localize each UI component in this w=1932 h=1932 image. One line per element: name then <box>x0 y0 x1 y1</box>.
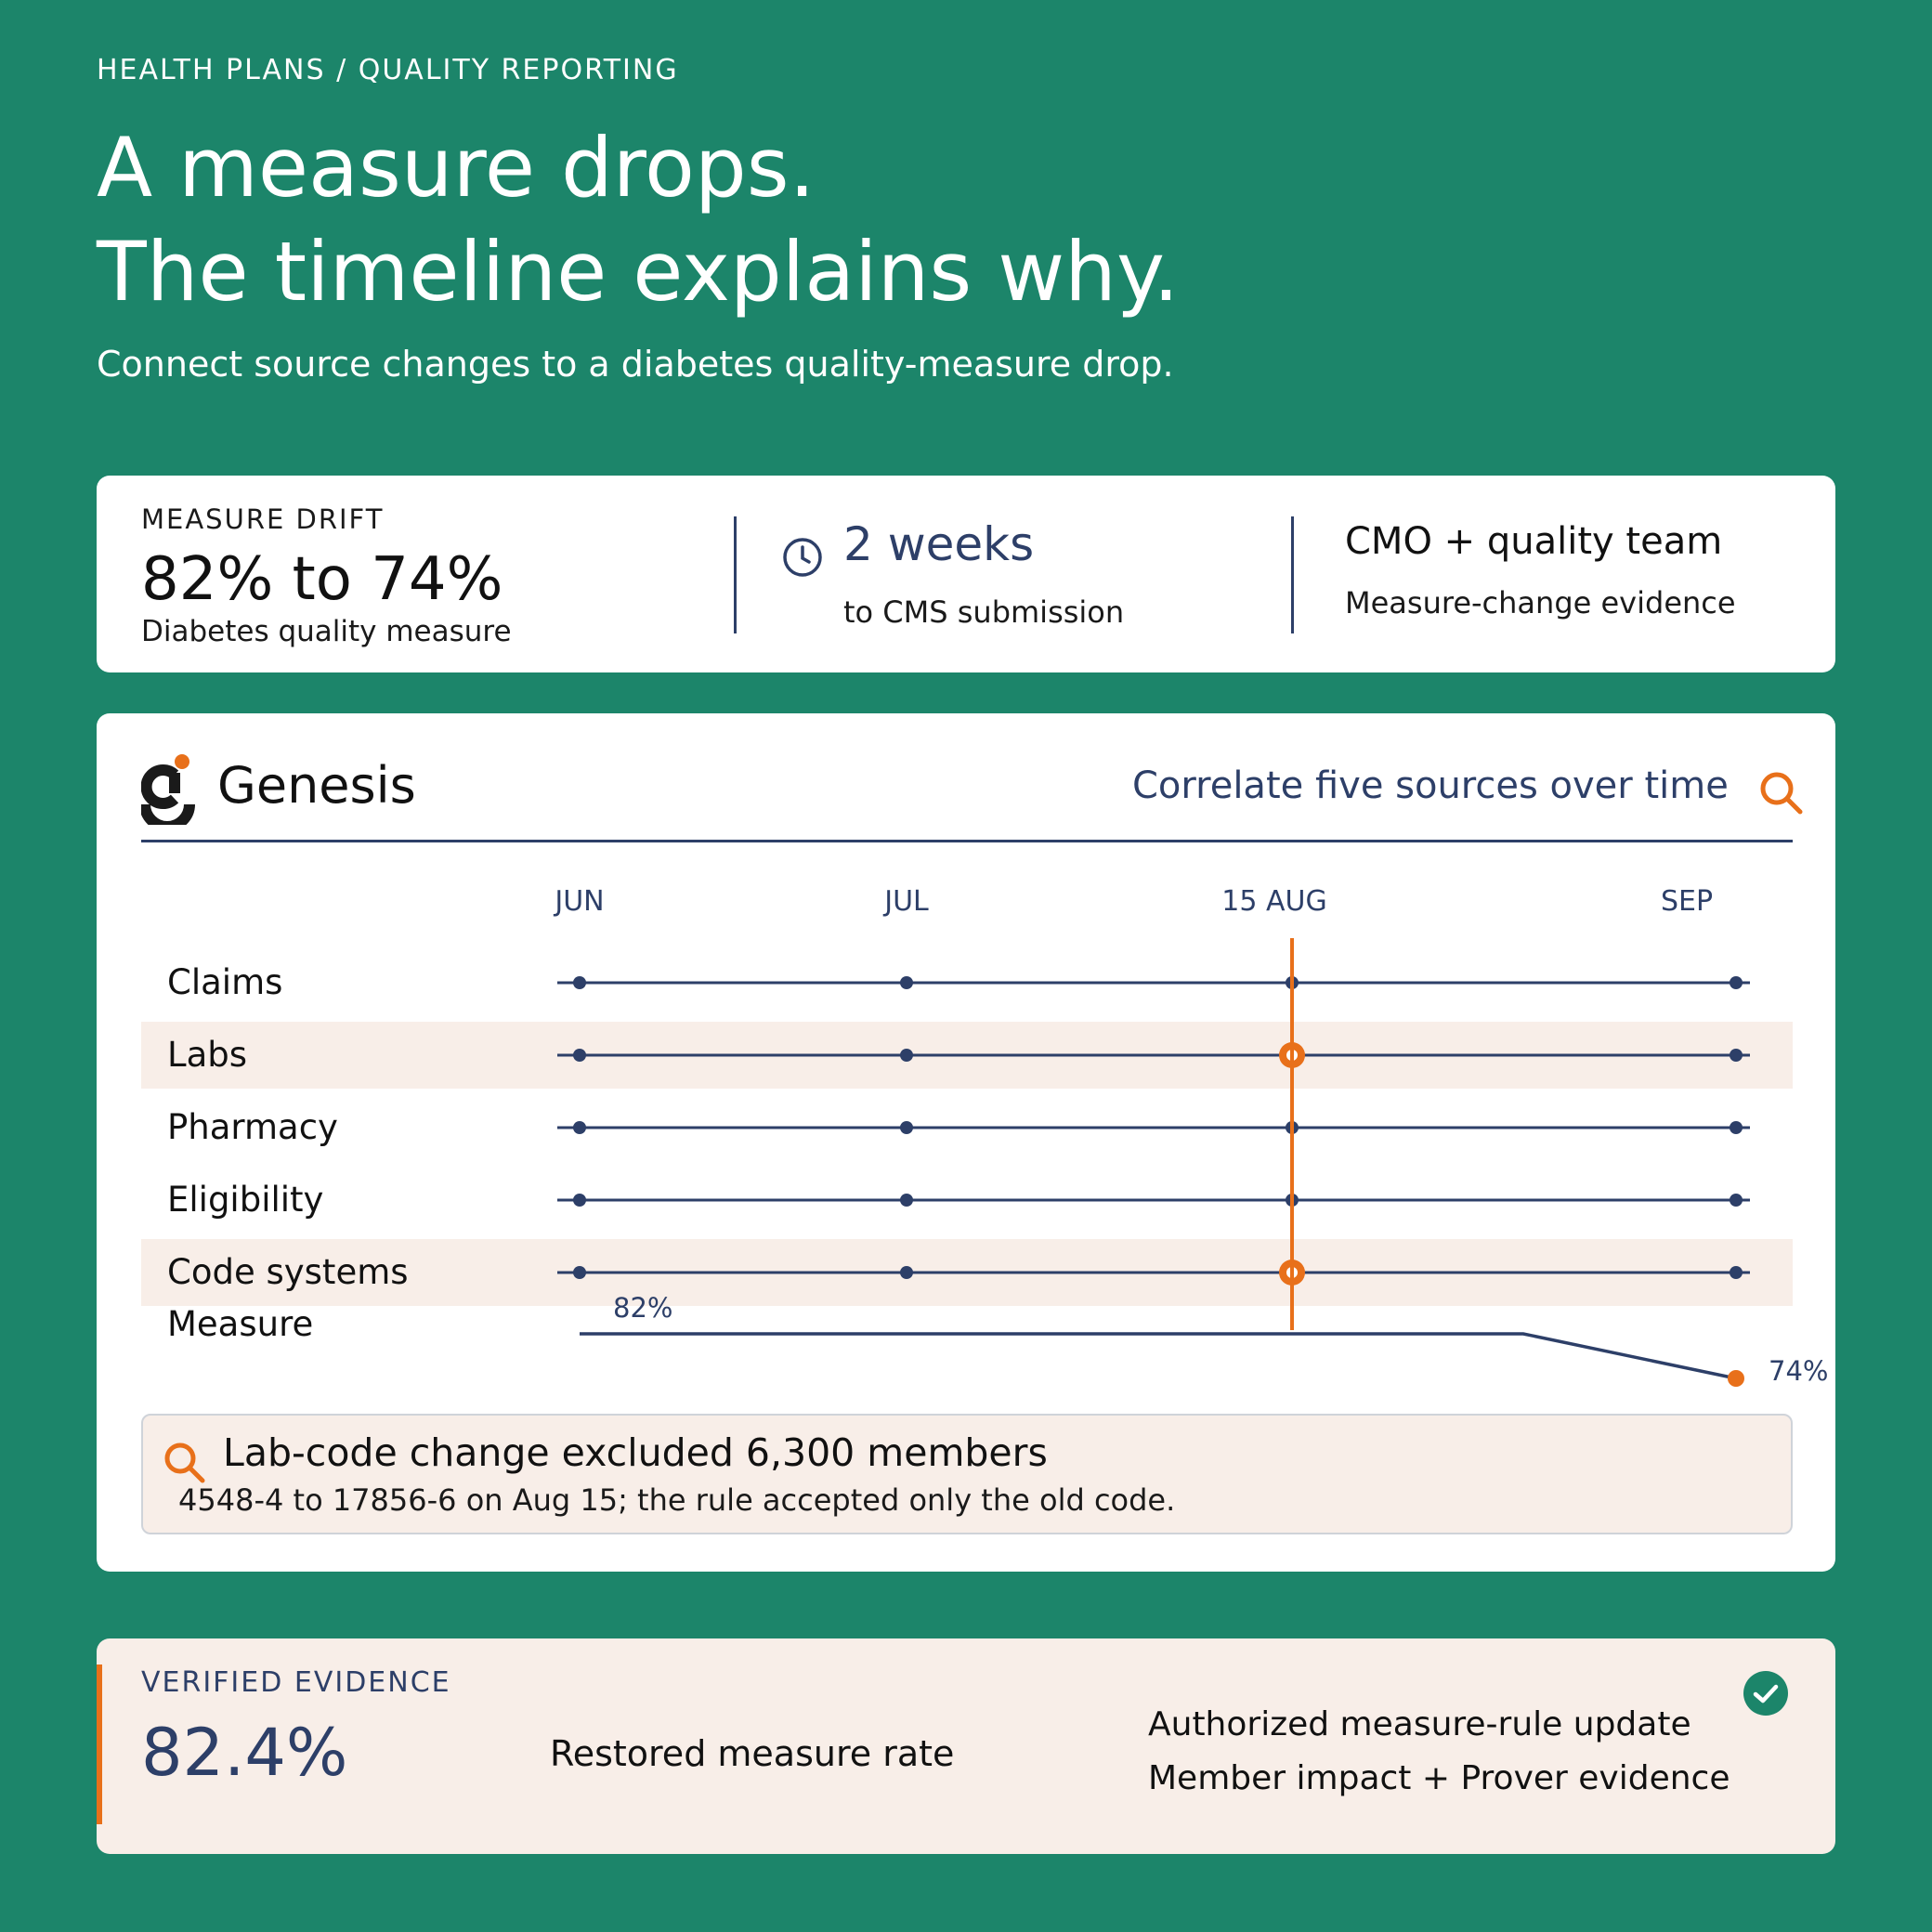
check-circle-icon <box>1743 1670 1789 1717</box>
timeline-point <box>573 1049 586 1062</box>
month-label: JUL <box>884 885 929 918</box>
evidence-description: Restored measure rate <box>550 1733 955 1774</box>
month-label: JUN <box>555 885 605 918</box>
finding-callout <box>141 1414 1793 1534</box>
brand-name: Genesis <box>217 756 416 815</box>
timeline-point <box>1730 1194 1743 1207</box>
source-label: Claims <box>167 962 283 1002</box>
evidence-line-2: Member impact + Prover evidence <box>1148 1759 1730 1797</box>
eyebrow: HEALTH PLANS / QUALITY REPORTING <box>97 54 679 86</box>
measure-line <box>580 1334 1736 1378</box>
measure-end-point <box>1728 1370 1744 1387</box>
divider <box>1291 516 1294 633</box>
drift-caption: Diabetes quality measure <box>141 615 512 648</box>
headline-line-2: The timeline explains why. <box>97 224 1180 320</box>
timeline-point <box>1730 1121 1743 1134</box>
timeline-point <box>900 1121 913 1134</box>
source-label: Labs <box>167 1035 248 1075</box>
callout-text: 4548-4 to 17856-6 on Aug 15; the rule accepted only the old code. <box>178 1482 1176 1518</box>
clock-icon <box>782 537 823 578</box>
panel-tagline: Correlate five sources over time <box>1132 764 1729 807</box>
source-label: Eligibility <box>167 1180 324 1220</box>
timeline-point <box>573 1266 586 1279</box>
month-label: 15 AUG <box>1221 885 1327 918</box>
deadline-caption: to CMS submission <box>843 594 1125 630</box>
evidence-card <box>97 1638 1835 1854</box>
headline-line-1: A measure drops. <box>97 120 816 215</box>
source-label: Code systems <box>167 1252 409 1292</box>
evidence-line-1: Authorized measure-rule update <box>1148 1705 1691 1743</box>
timeline-point <box>1730 1049 1743 1062</box>
evidence-value: 82.4% <box>141 1715 348 1791</box>
timeline-point <box>1730 1266 1743 1279</box>
timeline-point <box>573 1121 586 1134</box>
timeline-point <box>1730 976 1743 989</box>
callout-title: Lab-code change excluded 6,300 members <box>223 1430 1048 1475</box>
measure-end-label: 74% <box>1769 1355 1829 1387</box>
drift-value: 82% to 74% <box>141 545 503 614</box>
timeline-point <box>900 976 913 989</box>
search-icon <box>162 1440 208 1486</box>
drift-label: MEASURE DRIFT <box>141 503 385 535</box>
timeline-point <box>573 976 586 989</box>
genesis-panel <box>97 713 1835 1572</box>
owner-value: CMO + quality team <box>1345 520 1723 563</box>
divider <box>734 516 737 633</box>
subhead: Connect source changes to a diabetes quality-measure drop. <box>97 344 1174 385</box>
evidence-label: VERIFIED EVIDENCE <box>141 1666 451 1699</box>
timeline-point <box>573 1194 586 1207</box>
headline <box>97 116 1179 324</box>
owner-caption: Measure-change evidence <box>1345 585 1736 620</box>
timeline-point <box>900 1049 913 1062</box>
timeline-point <box>900 1266 913 1279</box>
accent-bar <box>97 1664 102 1824</box>
deadline-value: 2 weeks <box>843 517 1035 571</box>
measure-start-label: 82% <box>613 1292 673 1324</box>
month-label: SEP <box>1660 885 1714 918</box>
measure-label: Measure <box>167 1304 314 1344</box>
source-label: Pharmacy <box>167 1107 338 1147</box>
timeline-point <box>900 1194 913 1207</box>
stat-card <box>97 476 1835 672</box>
